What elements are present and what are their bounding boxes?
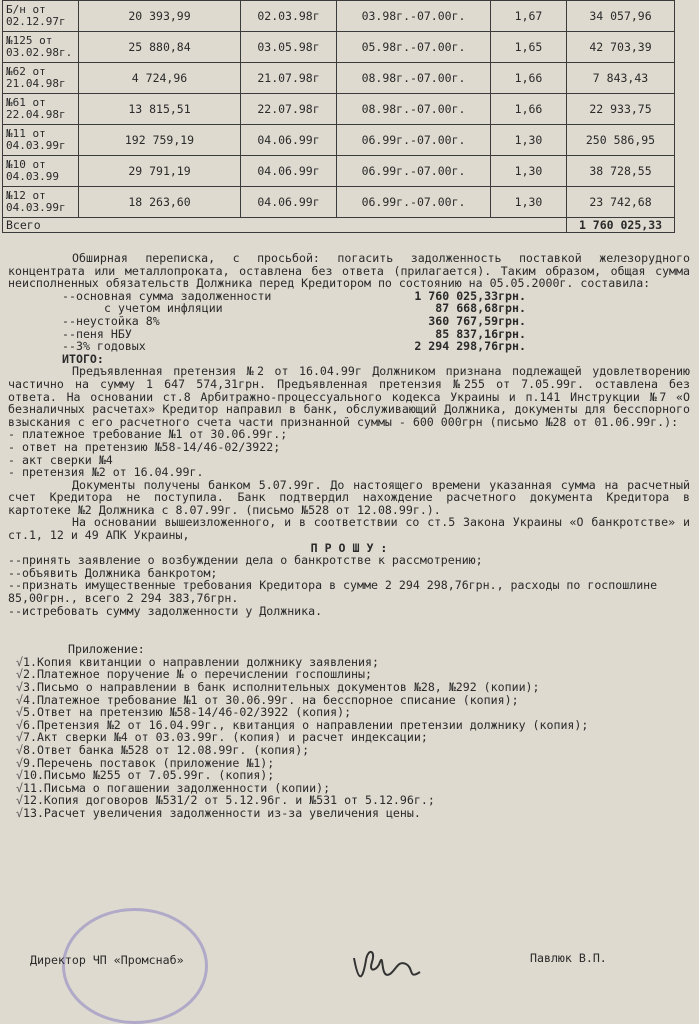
table-cell-amount: 13 815,51 bbox=[79, 94, 241, 125]
sum-row bbox=[8, 315, 690, 328]
attachment-text: 9.Перечень поставок (приложение №1); bbox=[22, 755, 275, 770]
table-cell-total: 42 703,39 bbox=[567, 32, 675, 63]
sum-value: 1 760 025,33грн. bbox=[414, 288, 526, 303]
signature-mark bbox=[350, 940, 430, 990]
table-cell-period: 06.99г.-07.00г. bbox=[337, 125, 491, 156]
table-cell-index: 1,66 bbox=[491, 63, 567, 94]
table-row bbox=[3, 1, 675, 32]
sum-row bbox=[8, 340, 690, 353]
paragraph-correspondence: Обширная переписка, с просьбой: погасить задолженность поставкой железорудного концентрата или металлопроката, оставлена без ответа (прилагается). Таким образом, общая сумма неисполненных обязательств Должника перед Кредитором по состоянию на 05.05.2000г. составила: bbox=[8, 251, 690, 291]
sum-label: --3% годовых bbox=[62, 339, 146, 354]
request-item: --признать имущественные требования Кредитора в сумме 2 294 298,76грн., расходы по госпошлине 85,00грн., всего 2 294 383,76грн. bbox=[8, 578, 658, 606]
check-mark-icon: √ bbox=[16, 705, 23, 720]
check-mark-icon: √ bbox=[16, 793, 23, 808]
table-row bbox=[3, 125, 675, 156]
attachment-text: 13.Расчет увеличения задолженности из-за увеличения цены. bbox=[22, 805, 421, 820]
table-cell-amount: 20 393,99 bbox=[79, 1, 241, 32]
table-cell-amount: 4 724,96 bbox=[79, 63, 241, 94]
sum-value: 87 668,68грн. bbox=[435, 301, 526, 316]
table-cell-date: 04.06.99г bbox=[241, 125, 337, 156]
director-name: Павлюк В.П. bbox=[530, 951, 607, 965]
table-cell-amount: 18 263,60 bbox=[79, 187, 241, 218]
table-cell-amount: 192 759,19 bbox=[79, 125, 241, 156]
table-cell-period: 06.99г.-07.00г. bbox=[337, 187, 491, 218]
table-cell-doc: №125 от 03.02.98г. bbox=[3, 32, 79, 63]
table-cell-index: 1,30 bbox=[491, 125, 567, 156]
paragraph-claim: Предъявленная претензия №2 от 16.04.99г Должником признана подлежащей удовлетворению частично на сумму 1 647 574,31грн. Предъявленная претензия №255 от 7.05.99г. оставлена без ответа. На основании ст.8 Арбитражно-процессуального кодекса Украины и п.141 Инструкции №7 «О безналичных расчетах» Кредитор направил в банк, обслуживающий Должника, документы для бесспорного взыскания с его расчетного счета части признанной суммы - 600 000грн (письмо №28 от 01.06.99г.): bbox=[8, 364, 690, 429]
sum-value: 360 767,59грн. bbox=[428, 313, 526, 328]
table-cell-index: 1,65 bbox=[491, 32, 567, 63]
table-cell-date: 22.07.98г bbox=[241, 94, 337, 125]
sum-value: 85 837,16грн. bbox=[435, 326, 526, 341]
table-row bbox=[3, 187, 675, 218]
paragraph-bank: Документы получены банком 5.07.99г. До настоящего времени указанная сумма на расчетный счет Кредитора не поступила. Банк подтвердил нахождение расчетного документа Кредитора в картотеке №2 Должника с 8.07.99г. (письмо №528 от 12.08.99г.). bbox=[8, 477, 690, 517]
sum-label: --неустойка 8% bbox=[62, 313, 160, 328]
table-row bbox=[3, 156, 675, 187]
table-cell-total: 34 057,96 bbox=[567, 1, 675, 32]
sum-label: --основная сумма задолженности bbox=[62, 288, 272, 303]
table-cell-total: 38 728,55 bbox=[567, 156, 675, 187]
letter-body bbox=[8, 252, 690, 820]
table-cell-doc: №12 от 04.03.99г bbox=[3, 187, 79, 218]
sums-list bbox=[8, 290, 690, 353]
attachment-text: 10.Письмо №255 от 7.05.99г. (копия); bbox=[22, 768, 275, 783]
attachment-item bbox=[16, 807, 690, 820]
table-cell-index: 1,30 bbox=[491, 156, 567, 187]
attachment-text: 8.Ответ банка №528 от 12.08.99г. (копия); bbox=[22, 742, 310, 757]
table-cell-doc: №10 от 04.03.99 bbox=[3, 156, 79, 187]
attachment-text: 11.Письма о погашении задолженности (копии); bbox=[22, 780, 331, 795]
table-cell-index: 1,30 bbox=[491, 187, 567, 218]
table-cell-total: 23 742,68 bbox=[567, 187, 675, 218]
request-item: --объявить Должника банкротом; bbox=[8, 565, 218, 580]
table-cell-date: 04.06.99г bbox=[241, 187, 337, 218]
director-title: Директор ЧП «Промснаб» bbox=[30, 953, 184, 967]
request-list bbox=[8, 554, 690, 617]
attachment-text: 2.Платежное поручение № о перечислении госпошлины; bbox=[22, 667, 372, 682]
table-cell-period: 08.98г.-07.00г. bbox=[337, 63, 491, 94]
table-cell-doc: №11 от 04.03.99г bbox=[3, 125, 79, 156]
table-total-row bbox=[3, 218, 675, 233]
list-item: - платежное требование №1 от 30.06.99г.; bbox=[8, 427, 288, 442]
table-cell-index: 1,66 bbox=[491, 94, 567, 125]
table-cell-date: 03.05.98г bbox=[241, 32, 337, 63]
check-mark-icon: √ bbox=[16, 730, 23, 745]
table-row bbox=[3, 32, 675, 63]
request-item: --принять заявление о возбуждении дела о банкротстве к рассмотрению; bbox=[8, 553, 483, 568]
total-value: 1 760 025,33 bbox=[567, 218, 675, 233]
table-cell-amount: 29 791,19 bbox=[79, 156, 241, 187]
table-cell-period: 06.99г.-07.00г. bbox=[337, 156, 491, 187]
attachment-text: 7.Акт сверки №4 от 03.03.99г. (копия) и расчет индексации; bbox=[22, 730, 428, 745]
attachment-text: 1.Копия квитанции о направлении должнику заявления; bbox=[22, 654, 379, 669]
check-mark-icon: √ bbox=[16, 717, 23, 732]
check-mark-icon: √ bbox=[16, 742, 23, 757]
table-cell-amount: 25 880,84 bbox=[79, 32, 241, 63]
table-row bbox=[3, 63, 675, 94]
attachments-list bbox=[8, 656, 690, 820]
attachment-text: 3.Письмо о направлении в банк исполнительных документов №28, №292 (копии); bbox=[22, 680, 540, 694]
table-cell-doc: Б/н от 02.12.97г bbox=[3, 1, 79, 32]
attachment-text: 5.Ответ на претензию №58-14/46-02/3922 (копия); bbox=[22, 705, 352, 720]
check-mark-icon: √ bbox=[16, 654, 23, 669]
list-item: - акт сверки №4 bbox=[8, 452, 113, 467]
table-row bbox=[3, 94, 675, 125]
table-cell-total: 250 586,95 bbox=[567, 125, 675, 156]
sum-label: --пеня НБУ bbox=[62, 326, 132, 341]
table-cell-period: 08.98г.-07.00г. bbox=[337, 94, 491, 125]
table-cell-doc: №62 от 21.04.98г bbox=[3, 63, 79, 94]
check-mark-icon: √ bbox=[16, 680, 23, 694]
total-label: Всего bbox=[3, 218, 567, 233]
table-cell-date: 21.07.98г bbox=[241, 63, 337, 94]
paragraph-basis: На основании вышеизложенного, и в соответствии со ст.5 Закона Украины «О банкротстве» и ст.1, 12 и 49 АПК Украины, bbox=[8, 515, 690, 543]
table-cell-total: 7 843,43 bbox=[567, 63, 675, 94]
table-cell-period: 03.98г.-07.00г. bbox=[337, 1, 491, 32]
list-item: - ответ на претензию №58-14/46-02/3922; bbox=[8, 439, 281, 454]
table-cell-period: 05.98г.-07.00г. bbox=[337, 32, 491, 63]
sum-label: с учетом инфляции bbox=[104, 301, 223, 316]
itogo-label: ИТОГО: bbox=[62, 351, 104, 366]
check-mark-icon: √ bbox=[16, 780, 23, 795]
attachment-text: 12.Копия договоров №531/2 от 5.12.96г. и №531 от 5.12.96г.; bbox=[22, 793, 435, 808]
table-cell-doc: №61 от 22.04.98г bbox=[3, 94, 79, 125]
debt-table bbox=[2, 0, 675, 233]
document-list bbox=[8, 428, 690, 478]
request-heading: П Р О Ш У : bbox=[310, 540, 388, 555]
check-mark-icon: √ bbox=[16, 692, 23, 707]
check-mark-icon: √ bbox=[16, 755, 23, 770]
check-mark-icon: √ bbox=[16, 768, 23, 783]
table-cell-index: 1,67 bbox=[491, 1, 567, 32]
attachment-text: 4.Платежное требование №1 от 30.06.99г. на бесспорное списание (копия); bbox=[22, 692, 519, 707]
table-cell-total: 22 933,75 bbox=[567, 94, 675, 125]
list-item: - претензия №2 от 16.04.99г. bbox=[8, 465, 204, 480]
attachments-title: Приложение: bbox=[68, 642, 145, 657]
table-cell-date: 04.06.99г bbox=[241, 156, 337, 187]
request-item: --истребовать сумму задолженности у Должника. bbox=[8, 603, 323, 618]
sum-value: 2 294 298,76грн. bbox=[414, 339, 526, 354]
attachment-text: 6.Претензия №2 от 16.04.99г., квитанция о направлении претензии должнику (копия); bbox=[22, 717, 589, 732]
table-cell-date: 02.03.98г bbox=[241, 1, 337, 32]
check-mark-icon: √ bbox=[16, 805, 23, 820]
check-mark-icon: √ bbox=[16, 667, 23, 682]
debt-table-body bbox=[3, 1, 675, 233]
